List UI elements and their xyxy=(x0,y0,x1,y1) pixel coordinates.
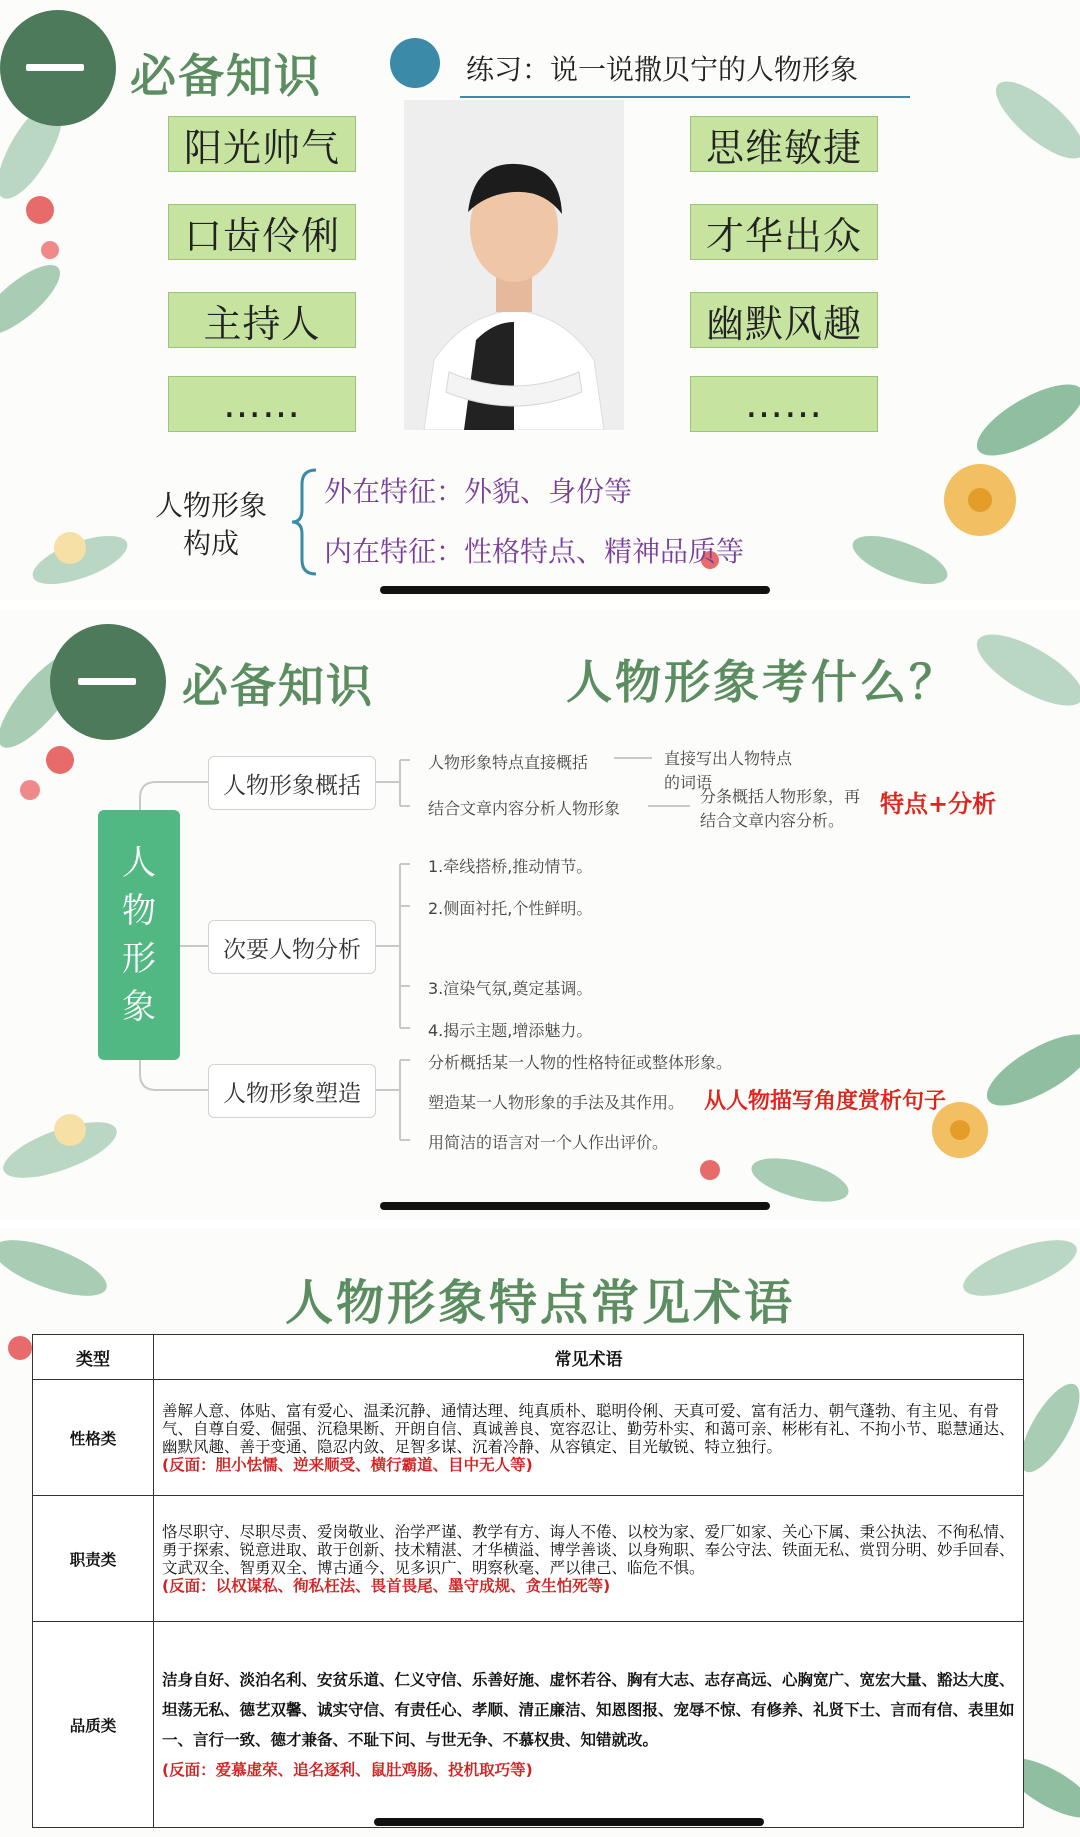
leaf-detail-2: 的词语 xyxy=(664,773,713,792)
scroll-bar xyxy=(374,1818,764,1826)
leaf-text: 4.揭示主题,增添魅力。 xyxy=(428,1021,593,1040)
root-char: 人 xyxy=(122,843,156,883)
table-row xyxy=(33,1496,1024,1622)
table-row xyxy=(33,1380,1024,1496)
bullet-dot xyxy=(390,38,440,88)
internal-features: 内在特征：性格特点、精神品质等 xyxy=(324,535,745,568)
table-header-row xyxy=(33,1335,1024,1380)
exercise-underline xyxy=(460,96,910,98)
page-title: 人物形象特点常见术语 xyxy=(284,1275,795,1331)
row-terms-cell xyxy=(154,1496,1024,1622)
leaf-text: 2.侧面衬托,个性鲜明。 xyxy=(428,899,593,918)
section-title: 必备知识 xyxy=(130,49,322,103)
branch-minor-characters: 次要人物分析 xyxy=(208,920,376,974)
section-number-mark xyxy=(26,64,84,71)
leaf-text: 1.牵线搭桥,推动情节。 xyxy=(428,857,593,876)
row-terms: 洁身自好、淡泊名利、安贫乐道、仁义守信、乐善好施、虚怀若谷、胸有大志、志存高远、心胸宽广、宽宏大量、豁达大度、坦荡无私、德艺双馨、诚实守信、有责任心、孝顺、清正廉洁、知恩图报、宠辱不惊、有修养、礼贤下士、言而有信、表里如一、言行一致、德才兼备、不耻下问、与世无争、不慕权贵、知错就改。 xyxy=(162,1670,1015,1749)
row-type: 性格类 xyxy=(33,1380,154,1496)
row-terms-cell xyxy=(154,1622,1024,1828)
table-row xyxy=(33,1622,1024,1828)
composition-label: 人物形象 xyxy=(154,489,267,522)
row-negative: (反面：以权谋私、徇私枉法、畏首畏尾、墨守成规、贪生怕死等) xyxy=(162,1576,611,1595)
scroll-bar xyxy=(380,586,770,594)
highlight-description-angle: 从人物描写角度赏析句子 xyxy=(704,1089,947,1114)
branch-portrayal: 人物形象塑造 xyxy=(208,1064,376,1118)
leaf-text: 结合文章内容分析人物形象 xyxy=(428,799,621,818)
row-terms-cell xyxy=(154,1380,1024,1496)
root-char: 形 xyxy=(122,939,156,979)
brace-icon xyxy=(290,466,320,578)
section-title: 必备知识 xyxy=(182,659,374,713)
leaf-detail: 直接写出人物特点 xyxy=(664,749,793,768)
root-node xyxy=(98,810,180,1060)
trait-box: 主持人 xyxy=(168,292,356,348)
leaf-detail: 分条概括人物形象，再 xyxy=(700,787,861,806)
root-char: 象 xyxy=(122,987,156,1027)
slide-character-traits-exercise xyxy=(0,0,1080,600)
row-type: 品质类 xyxy=(33,1622,154,1828)
leaf-text: 塑造某一人物形象的手法及其作用。 xyxy=(428,1093,685,1112)
trait-box: 思维敏捷 xyxy=(690,116,878,172)
row-negative: (反面：爱慕虚荣、追名逐利、鼠肚鸡肠、投机取巧等) xyxy=(162,1760,533,1779)
terms-table xyxy=(32,1334,1024,1828)
trait-box: 阳光帅气 xyxy=(168,116,356,172)
leaf-text: 用简洁的语言对一个人作出评价。 xyxy=(428,1133,669,1152)
question-title: 人物形象考什么？ xyxy=(566,655,958,709)
trait-box: 幽默风趣 xyxy=(690,292,878,348)
composition-label-2: 构成 xyxy=(182,527,239,560)
branch-summary: 人物形象概括 xyxy=(208,756,376,810)
trait-box: …… xyxy=(168,376,356,432)
trait-box: …… xyxy=(690,376,878,432)
row-terms: 恪尽职守、尽职尽责、爱岗敬业、治学严谨、教学有方、诲人不倦、以校为家、爱厂如家、关心下属、秉公执法、不徇私情、勇于探索、锐意进取、敢于创新、技术精湛、才华横溢、博学善谈、以身殉职、奉公守法、铁面无私、赏罚分明、妙手回春、文武双全、智勇双全、博古通今、见多识广、明察秋毫、严以律己、临危不惧。 xyxy=(162,1522,1015,1577)
portrait-photo xyxy=(404,100,624,430)
row-type: 职责类 xyxy=(33,1496,154,1622)
leaf-text: 3.渲染气氛,奠定基调。 xyxy=(428,979,593,998)
header-type: 类型 xyxy=(33,1335,154,1380)
leaf-text: 分析概括某一人物的性格特征或整体形象。 xyxy=(428,1053,733,1072)
divider xyxy=(0,1220,1080,1228)
highlight-feature-analysis: 特点+分析 xyxy=(880,790,997,818)
external-features: 外在特征：外貌、身份等 xyxy=(324,475,633,508)
divider xyxy=(0,600,1080,610)
leaf-text: 人物形象特点直接概括 xyxy=(428,753,589,772)
scroll-bar xyxy=(380,1202,770,1210)
row-negative: (反面：胆小怯懦、逆来顺受、横行霸道、目中无人等) xyxy=(162,1455,533,1474)
root-char: 物 xyxy=(122,891,156,931)
leaf-detail-2: 结合文章内容分析。 xyxy=(700,811,845,830)
exercise-prompt: 练习：说一说撒贝宁的人物形象 xyxy=(466,53,859,86)
trait-box: 口齿伶俐 xyxy=(168,204,356,260)
slide-terms-table xyxy=(0,1228,1080,1837)
slide-character-mindmap xyxy=(0,610,1080,1220)
trait-box: 才华出众 xyxy=(690,204,878,260)
header-terms: 常见术语 xyxy=(154,1335,1024,1380)
row-terms: 善解人意、体贴、富有爱心、温柔沉静、通情达理、纯真质朴、聪明伶俐、天真可爱、富有活力、朝气蓬勃、有主见、有骨气、自尊自爱、倔强、沉稳果断、开朗自信、真诚善良、宽容忍让、勤劳朴实、和蔼可亲、彬彬有礼、不拘小节、聪慧通达、幽默风趣、善于变通、隐忍内敛、足智多谋、沉着冷静、从容镇定、目光敏锐、特立独行。 xyxy=(162,1401,1015,1456)
